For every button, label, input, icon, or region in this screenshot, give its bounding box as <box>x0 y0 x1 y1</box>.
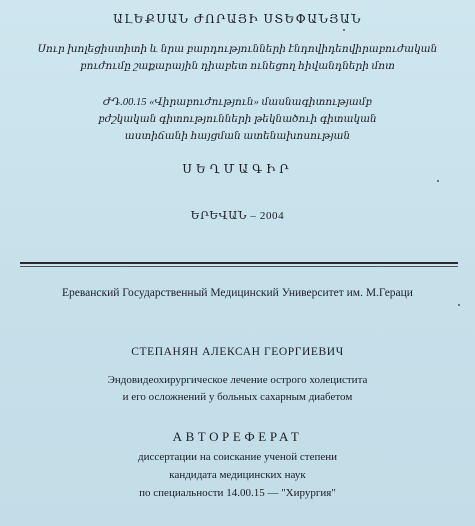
russian-doc-type: АВТОРЕФЕРАТ <box>172 429 303 444</box>
divider-thin <box>20 266 458 267</box>
university-name: Ереванский Государственный Медицинский Университет им. М.Гераци <box>62 287 413 299</box>
armenian-topic-line-2: բուժումը շաքարային դիաբետ ունեցող հիվանդների մոտ <box>80 61 395 72</box>
divider-thick <box>20 262 458 264</box>
armenian-author-name: ԱԼԵՔՍԱՆ ԺՈՐԱՅԻ ՍՏԵՓԱՆՅԱՆ <box>113 12 362 26</box>
degree-line-3: по специальности 14.00.15 — "Хирургия" <box>139 487 336 499</box>
paper-speck <box>458 304 460 306</box>
paper-speck <box>437 180 439 182</box>
russian-author-name: СТЕПАНЯН АЛЕКСАН ГЕОРГИЕВИЧ <box>131 346 344 358</box>
armenian-topic-line-1: Սուր խոլեցիստիտի և նրա բարդությունների էնդովիդեովիրաբուժական <box>37 44 438 55</box>
russian-topic-line-1: Эндовидеохирургическое лечение острого холецистита <box>107 374 368 386</box>
armenian-specialty-line-3: աստիճանի հայցման ատենախոսության <box>124 131 351 142</box>
armenian-specialty-line-1: ԺԴ.00.15 «Վիրաբուժություն» մասնագիտությամբ <box>103 97 372 108</box>
russian-topic-line-2: и его осложнений у больных сахарным диабетом <box>122 391 353 403</box>
armenian-doc-type: ՍԵՂՄԱԳԻՐ <box>182 162 293 176</box>
armenian-city-year: ԵՐԵՎԱՆ – 2004 <box>190 210 285 222</box>
degree-line-2: кандидата медицинских наук <box>169 469 306 481</box>
armenian-specialty-line-2: բժշկական գիտությունների թեկնածուի գիտական <box>98 114 377 125</box>
degree-line-1: диссертации на соискание ученой степени <box>137 451 338 463</box>
paper-speck <box>343 29 345 31</box>
